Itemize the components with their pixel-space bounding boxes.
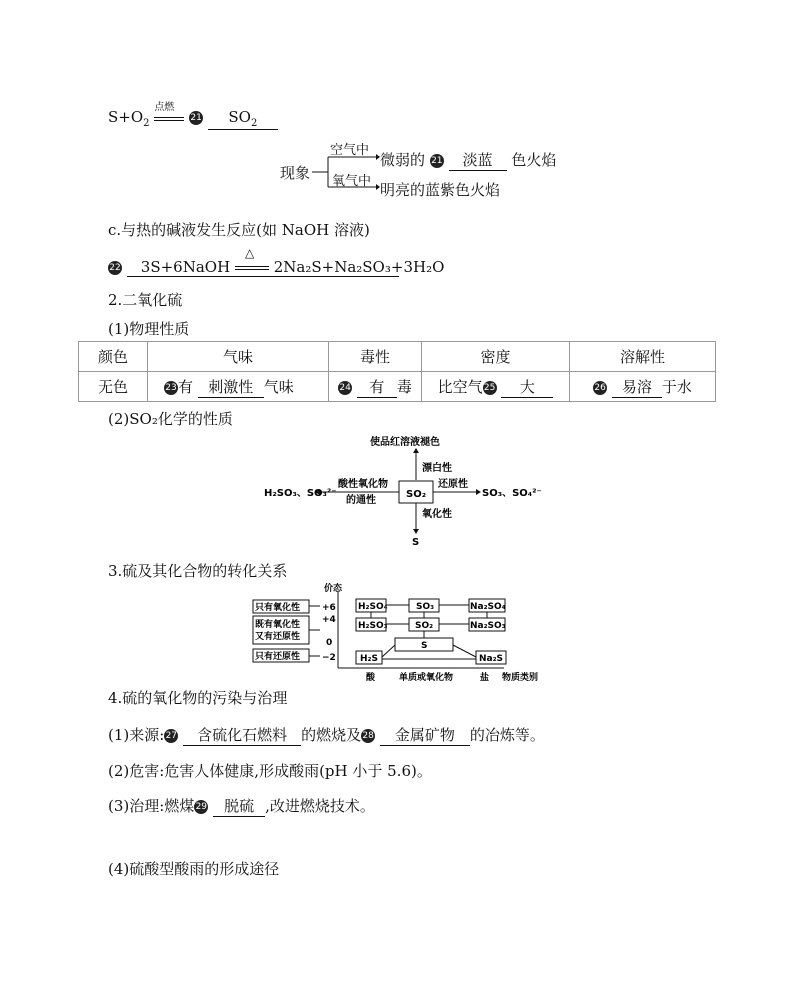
treatment-line: (3)治理:燃煤29 脱硫 ,改进燃烧技术。	[108, 797, 375, 815]
answer-so2: $SO_2$	[208, 108, 278, 130]
box-so2: SO₂	[415, 621, 434, 631]
diagram-bottom-s: S	[412, 537, 420, 548]
section3-title: 3.硫及其化合物的转化关系	[108, 562, 288, 580]
answer-desulfurize: 脱硫	[213, 795, 265, 817]
category-salt: 盐	[480, 673, 490, 682]
value-solubility: 26 易溶 于水	[570, 372, 716, 402]
section2-title: 2.二氧化硫	[108, 291, 183, 309]
header-density: 密度	[422, 342, 570, 372]
diagram-oxidizing: 氧化性	[422, 509, 452, 520]
so2-center-label: SO₂	[406, 489, 427, 500]
in-air-label: 空气中	[330, 143, 370, 158]
alkali-condition: △	[244, 246, 255, 260]
label-only-reducing: 只有还原性	[255, 652, 301, 662]
category-simple: 单质或氧化物	[399, 673, 454, 682]
in-oxygen-label: 氧气中	[332, 174, 372, 189]
valence-minus2: −2	[322, 653, 336, 663]
answer-metal-ore: 金属矿物	[380, 724, 470, 746]
answer-number-21: 21	[190, 113, 202, 123]
box-h2so3: H₂SO₃	[358, 621, 388, 631]
diagram-reducing: 还原性	[438, 479, 468, 490]
answer-soluble: 易溶	[612, 376, 662, 398]
diagram-bleach: 漂白性	[422, 463, 452, 474]
section4-title: 4.硫的氧化物的污染与治理	[108, 689, 288, 707]
source-line: (1)来源:27 含硫化石燃料 的燃烧及28 金属矿物 的冶炼等。	[108, 726, 545, 744]
header-odor: 气味	[148, 342, 329, 372]
acid-rain-title: (4)硫酸型酸雨的形成途径	[108, 860, 280, 878]
value-color: 无色	[79, 372, 148, 402]
label-both-2: 又有还原性	[255, 632, 301, 642]
weak-flame-line: 微弱的 21 淡蓝 色火焰	[380, 151, 557, 169]
table-header-row	[79, 342, 716, 372]
diagram-left-products: H₂SO₃、SO₃²⁻	[264, 488, 337, 499]
answer-pungent: 刺激性	[198, 376, 264, 398]
value-density: 比空气25 大	[422, 372, 570, 402]
label-only-oxidizing: 只有氧化性	[255, 603, 301, 613]
chemical-properties-title: (2)SO₂化学的性质	[108, 410, 233, 428]
answer-alkali-equation: 3S+6NaOH △ 2Na₂S+Na₂SO₃+3H₂O	[127, 258, 399, 277]
box-so3: SO₃	[416, 602, 435, 612]
physical-properties-title: (1)物理性质	[108, 320, 190, 338]
burn-equation	[108, 102, 278, 130]
box-na2so4: Na₂SO₄	[470, 602, 506, 612]
value-toxicity: 24 有 毒	[329, 372, 422, 402]
box-h2so4: H₂SO₄	[358, 602, 388, 612]
alkali-equation	[108, 246, 445, 277]
so2-properties-diagram	[258, 433, 548, 548]
answer-pale-blue: 淡蓝	[449, 149, 507, 171]
answer-greater: 大	[501, 376, 553, 398]
burn-reactants: S+O	[108, 108, 144, 126]
header-solubility: 溶解性	[570, 342, 716, 372]
value-odor: 23有 刺激性 气味	[148, 372, 329, 402]
bright-flame-line: 明亮的蓝紫色火焰	[380, 181, 501, 199]
valence-plus4: +4	[322, 615, 336, 625]
valence-plus6: +6	[322, 603, 336, 613]
header-color: 颜色	[79, 342, 148, 372]
category-acid: 酸	[366, 673, 376, 682]
alkali-heading: c.与热的碱液发生反应(如 NaOH 溶液)	[108, 221, 370, 239]
answer-number-21b: 21	[431, 156, 443, 166]
diagram-generality: 的通性	[346, 495, 376, 506]
burn-condition-arrow	[154, 102, 184, 124]
burn-reactants-sub: 2	[143, 118, 150, 129]
box-na2s: Na₂S	[479, 654, 504, 664]
phenomenon-label: 现象	[280, 164, 311, 182]
table-value-row	[79, 372, 716, 402]
answer-number-22: 22	[109, 263, 121, 273]
diagram-right-products: SO₃、SO₄²⁻	[482, 488, 542, 499]
diagram-top-label: 使品红溶液褪色	[370, 437, 440, 448]
physical-properties-table	[78, 341, 716, 402]
valence-zero: 0	[326, 638, 333, 648]
answer-toxic: 有	[357, 376, 397, 398]
label-both-1: 既有氧化性	[255, 620, 301, 630]
burn-condition: 点燃	[154, 102, 175, 113]
harm-line: (2)危害:危害人体健康,形成酸雨(pH 小于 5.6)。	[108, 762, 432, 780]
box-s: S	[421, 641, 428, 651]
header-toxicity: 毒性	[329, 342, 422, 372]
axis-y-label: 价态	[324, 584, 343, 594]
box-na2so3: Na₂SO₃	[470, 621, 506, 631]
sulfur-conversion-diagram	[252, 582, 552, 682]
box-h2s: H₂S	[360, 654, 378, 664]
axis-x-label: 物质类别	[502, 673, 539, 682]
answer-sulfur-fuel: 含硫化石燃料	[183, 724, 301, 746]
diagram-acid-oxide: 酸性氧化物	[338, 479, 388, 490]
